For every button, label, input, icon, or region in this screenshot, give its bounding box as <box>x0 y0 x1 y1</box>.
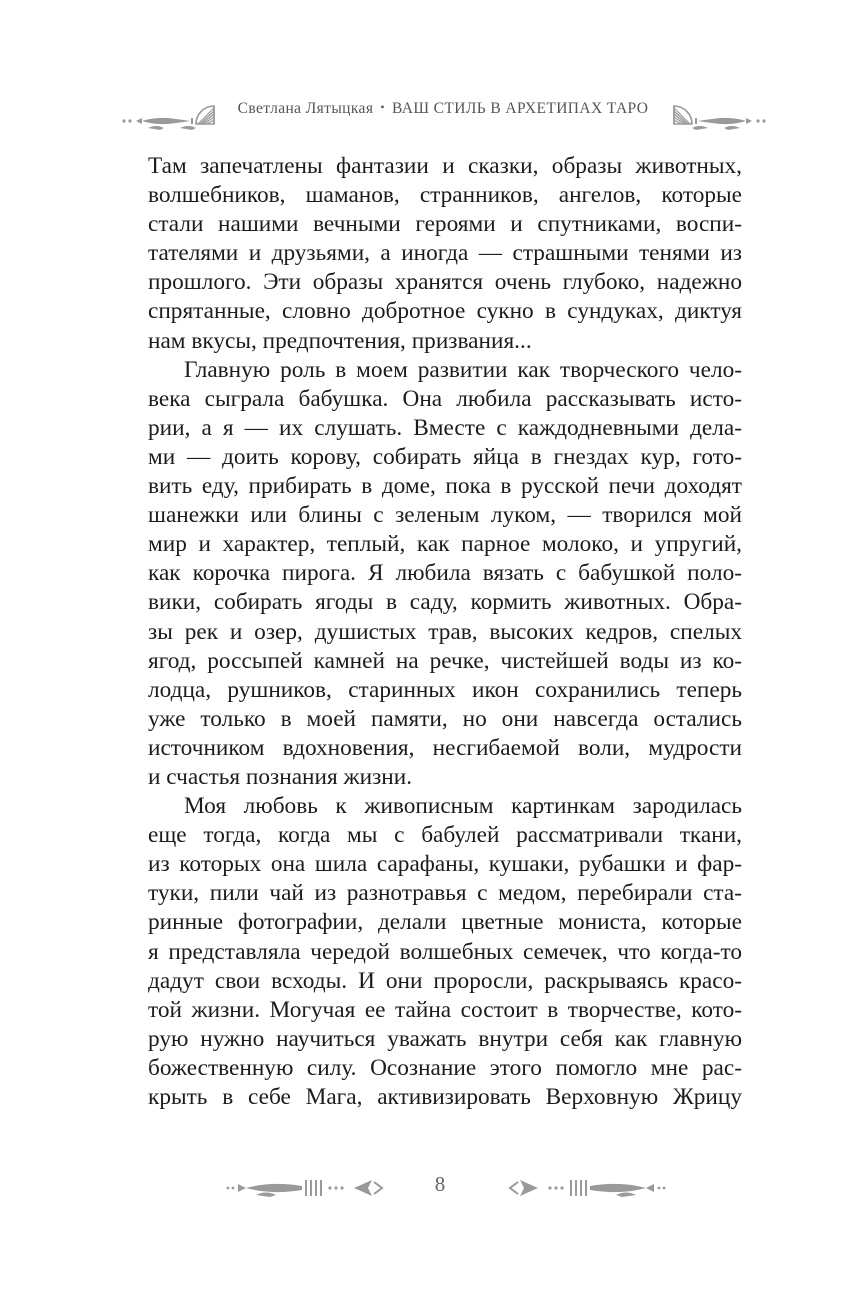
text-line: века сыграла бабушка. Она любила рассказывать исто- <box>148 385 742 412</box>
text-line: ми — доить корову, собирать яйца в гнездах кур, гото- <box>148 443 742 470</box>
text-line: еще тогда, когда мы с бабулей рассматривали ткани, <box>148 822 742 849</box>
text-line: Там запечатлены фантазии и сказки, образы животных, <box>148 153 742 179</box>
text-line: прошлого. Эти образы хранятся очень глубоко, надежно <box>148 269 742 296</box>
header-separator: • <box>380 100 385 114</box>
text-line: божественную силу. Осознание этого помогло мне рас- <box>148 1054 742 1081</box>
text-line: Главную роль в моем развитии как творческого чело- <box>184 356 742 383</box>
header-book-title: ВАШ СТИЛЬ В АРХЕТИПАХ ТАРО <box>391 100 649 117</box>
text-line: тателями и друзьями, а иногда — страшными тенями из <box>148 240 742 267</box>
text-line: лодца, рушников, старинных икон сохранились теперь <box>148 676 742 703</box>
text-line: нам вкусы, предпочтения, призвания... <box>148 327 532 354</box>
paragraph <box>148 152 742 356</box>
text-line: волшебников, шаманов, странников, ангелов, которые <box>148 182 742 209</box>
running-header <box>0 90 856 142</box>
header-right-ornament-icon <box>660 94 770 134</box>
text-line: ринные фотографии, делали цветные мониста, которые <box>148 909 742 936</box>
text-line: источником вдохновения, несгибаемой воли, мудрости <box>148 734 742 761</box>
text-line: туки, пили чай из разнотравья с медом, перебирали ста- <box>148 880 742 907</box>
text-line: спрятанные, словно добротное сукно в сундуках, диктуя <box>148 298 742 325</box>
body-text <box>148 152 742 1112</box>
text-line: и счастья познания жизни. <box>148 763 413 790</box>
text-line: той жизни. Могучая ее тайна состоит в творчестве, кото- <box>148 996 742 1023</box>
text-line: рии, а я — их слушать. Вместе с каждодневными дела- <box>148 414 742 441</box>
text-line: из которых она шила сарафаны, кушаки, рубашки и фар- <box>148 851 742 878</box>
header-author: Светлана Лятыцкая <box>237 100 374 117</box>
header-title <box>228 100 658 118</box>
header-left-ornament-icon <box>118 94 228 134</box>
page-footer <box>0 1168 856 1208</box>
text-line: как корочка пирога. Я любила вязать с бабушкой поло- <box>148 560 742 587</box>
paragraph <box>148 792 742 1112</box>
text-line: вить еду, прибирать в доме, пока в русской печи доходят <box>148 473 742 500</box>
text-line: вики, собирать ягоды в саду, кормить животных. Обра- <box>148 589 742 616</box>
text-line: рую нужно научиться уважать внутри себя как главную <box>148 1025 742 1052</box>
text-line: стали нашими вечными героями и спутниками, воспи- <box>148 211 742 238</box>
text-line: зы рек и озер, душистых трав, высоких кедров, спелых <box>148 618 742 645</box>
text-line: Моя любовь к живописным картинкам зародилась <box>184 793 742 820</box>
text-line: уже только в моей памяти, но они навсегда остались <box>148 705 742 732</box>
text-line: шанежки или блины с зеленым луком, — творился мой <box>148 502 742 529</box>
footer-left-ornament-icon <box>222 1168 402 1208</box>
text-line: я представляла чередой волшебных семечек, что когда-то <box>148 938 742 965</box>
text-line: дадут свои всходы. И они проросли, раскрываясь красо- <box>148 967 742 994</box>
paragraph <box>148 356 742 792</box>
text-line: мир и характер, теплый, как парное молоко, и упругий, <box>148 531 742 558</box>
text-line: ягод, россыпей камней на речке, чистейшей воды из ко- <box>148 647 742 674</box>
text-line: крыть в себе Мага, активизировать Верховную Жрицу <box>148 1084 742 1110</box>
footer-right-ornament-icon <box>490 1168 670 1208</box>
page-number: 8 <box>434 1172 446 1196</box>
